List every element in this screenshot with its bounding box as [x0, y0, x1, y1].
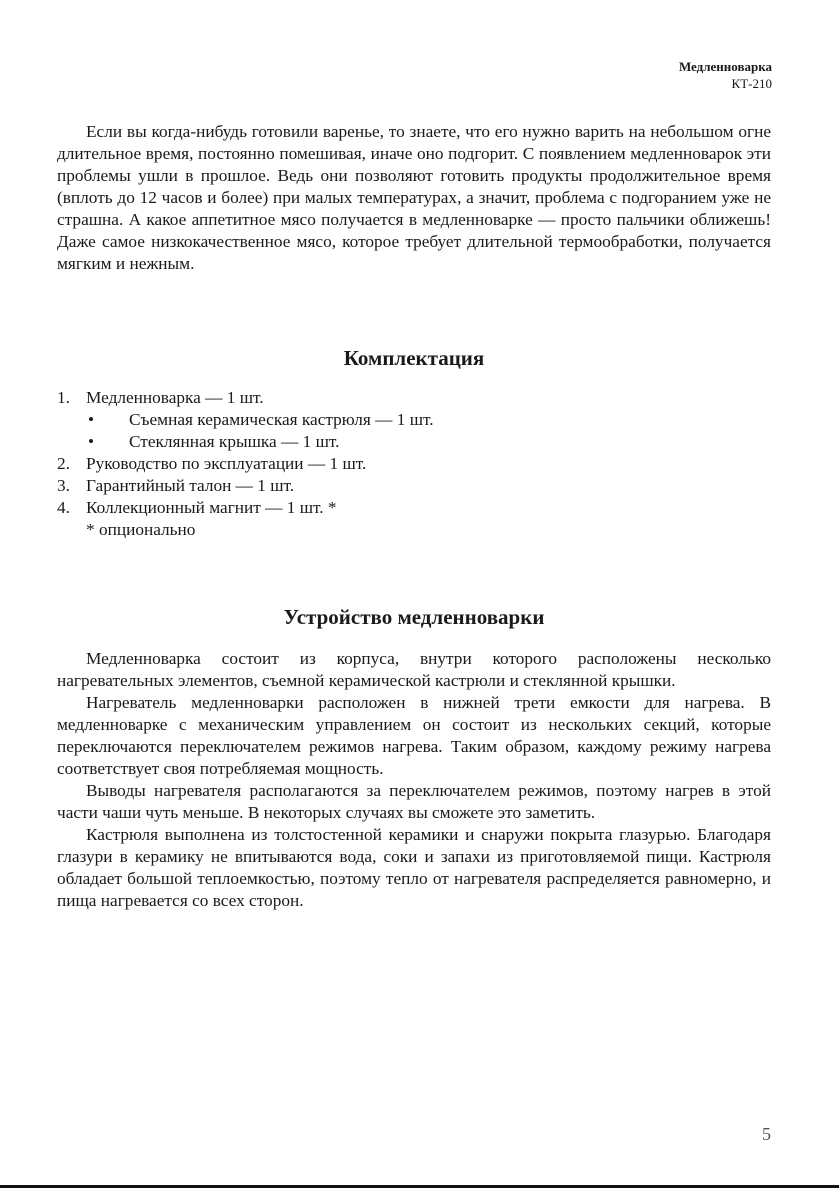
kit-item-text: Руководство по эксплуатации — 1 шт.	[86, 454, 367, 473]
kit-sublist	[86, 409, 771, 453]
kit-item-text: Коллекционный магнит — 1 шт. *	[86, 498, 337, 517]
kit-item-number: 2.	[57, 454, 70, 473]
device-section-title: Устройство медленноварки	[283, 605, 545, 629]
header-product-name: Медленноварка	[678, 59, 772, 74]
kit-subitem	[86, 409, 771, 431]
device-paragraph: Медленноварка состоит из корпуса, внутри которого расположены несколько нагревательных элементов, съемной керамической кастрюли и стеклянной крышки.	[57, 649, 771, 690]
kit-item	[57, 497, 771, 519]
kit-item	[57, 387, 771, 453]
intro-paragraph: Если вы когда-нибудь готовили варенье, то знаете, что его нужно варить на небольшом огне длительное время, постоянно помешивая, иначе оно подгорит. С появлением медленноварок эти проблемы ушли в прошлое. Ведь они позволяют готовить продукты продолжительное время (вплоть до 12 часов и более) при малых температурах, а значит, проблема с подгоранием уже не страшна. А какое аппетитное мясо получается в медленноварке — просто пальчики оближешь! Даже самое низкокачественное мясо, которое требует длительной термообработки, получается мягким и нежным.	[57, 122, 771, 273]
running-header	[679, 58, 772, 92]
kit-item	[57, 475, 771, 497]
kit-item-text: Медленноварка — 1 шт.	[86, 388, 264, 407]
kit-item-number: 3.	[57, 476, 70, 495]
header-model: КТ-210	[731, 76, 772, 91]
kit-footnote: * опционально	[86, 520, 196, 539]
kit-item-number: 1.	[57, 388, 70, 407]
bullet-icon: •	[88, 410, 95, 429]
bullet-icon: •	[88, 432, 95, 451]
kit-subitem-text: Стеклянная крышка — 1 шт.	[129, 432, 340, 451]
kit-item-number: 4.	[57, 498, 70, 517]
kit-subitem	[86, 431, 771, 453]
device-paragraph: Кастрюля выполнена из толстостенной керамики и снаружи покрыта глазурью. Благодаря глазури в керамику не впитываются вода, соки и запахи из приготовляемой пищи. Кастрюля обладает большой теплоемкостью, поэтому тепло от нагревателя распределяется равномерно, и пища нагревается со всех сторон.	[57, 825, 771, 910]
kit-item	[57, 453, 771, 475]
kit-section-title: Комплектация	[343, 346, 485, 370]
device-paragraph: Нагреватель медленноварки расположен в нижней трети емкости для нагрева. В медленноварке с механическим управлением он состоит из нескольких секций, которые переключаются переключателем режимов нагрева. Таким образом, каждому режиму нагрева соответствует своя потребляемая мощность.	[57, 693, 771, 778]
kit-subitem-text: Съемная керамическая кастрюля — 1 шт.	[129, 410, 434, 429]
kit-item-text: Гарантийный талон — 1 шт.	[86, 476, 295, 495]
page-number: 5	[762, 1124, 771, 1144]
page-content	[57, 121, 771, 912]
kit-list	[57, 387, 771, 519]
device-paragraph: Выводы нагревателя располагаются за переключателем режимов, поэтому нагрев в этой части чаши чуть меньше. В некоторых случаях вы сможете это заметить.	[57, 781, 771, 822]
